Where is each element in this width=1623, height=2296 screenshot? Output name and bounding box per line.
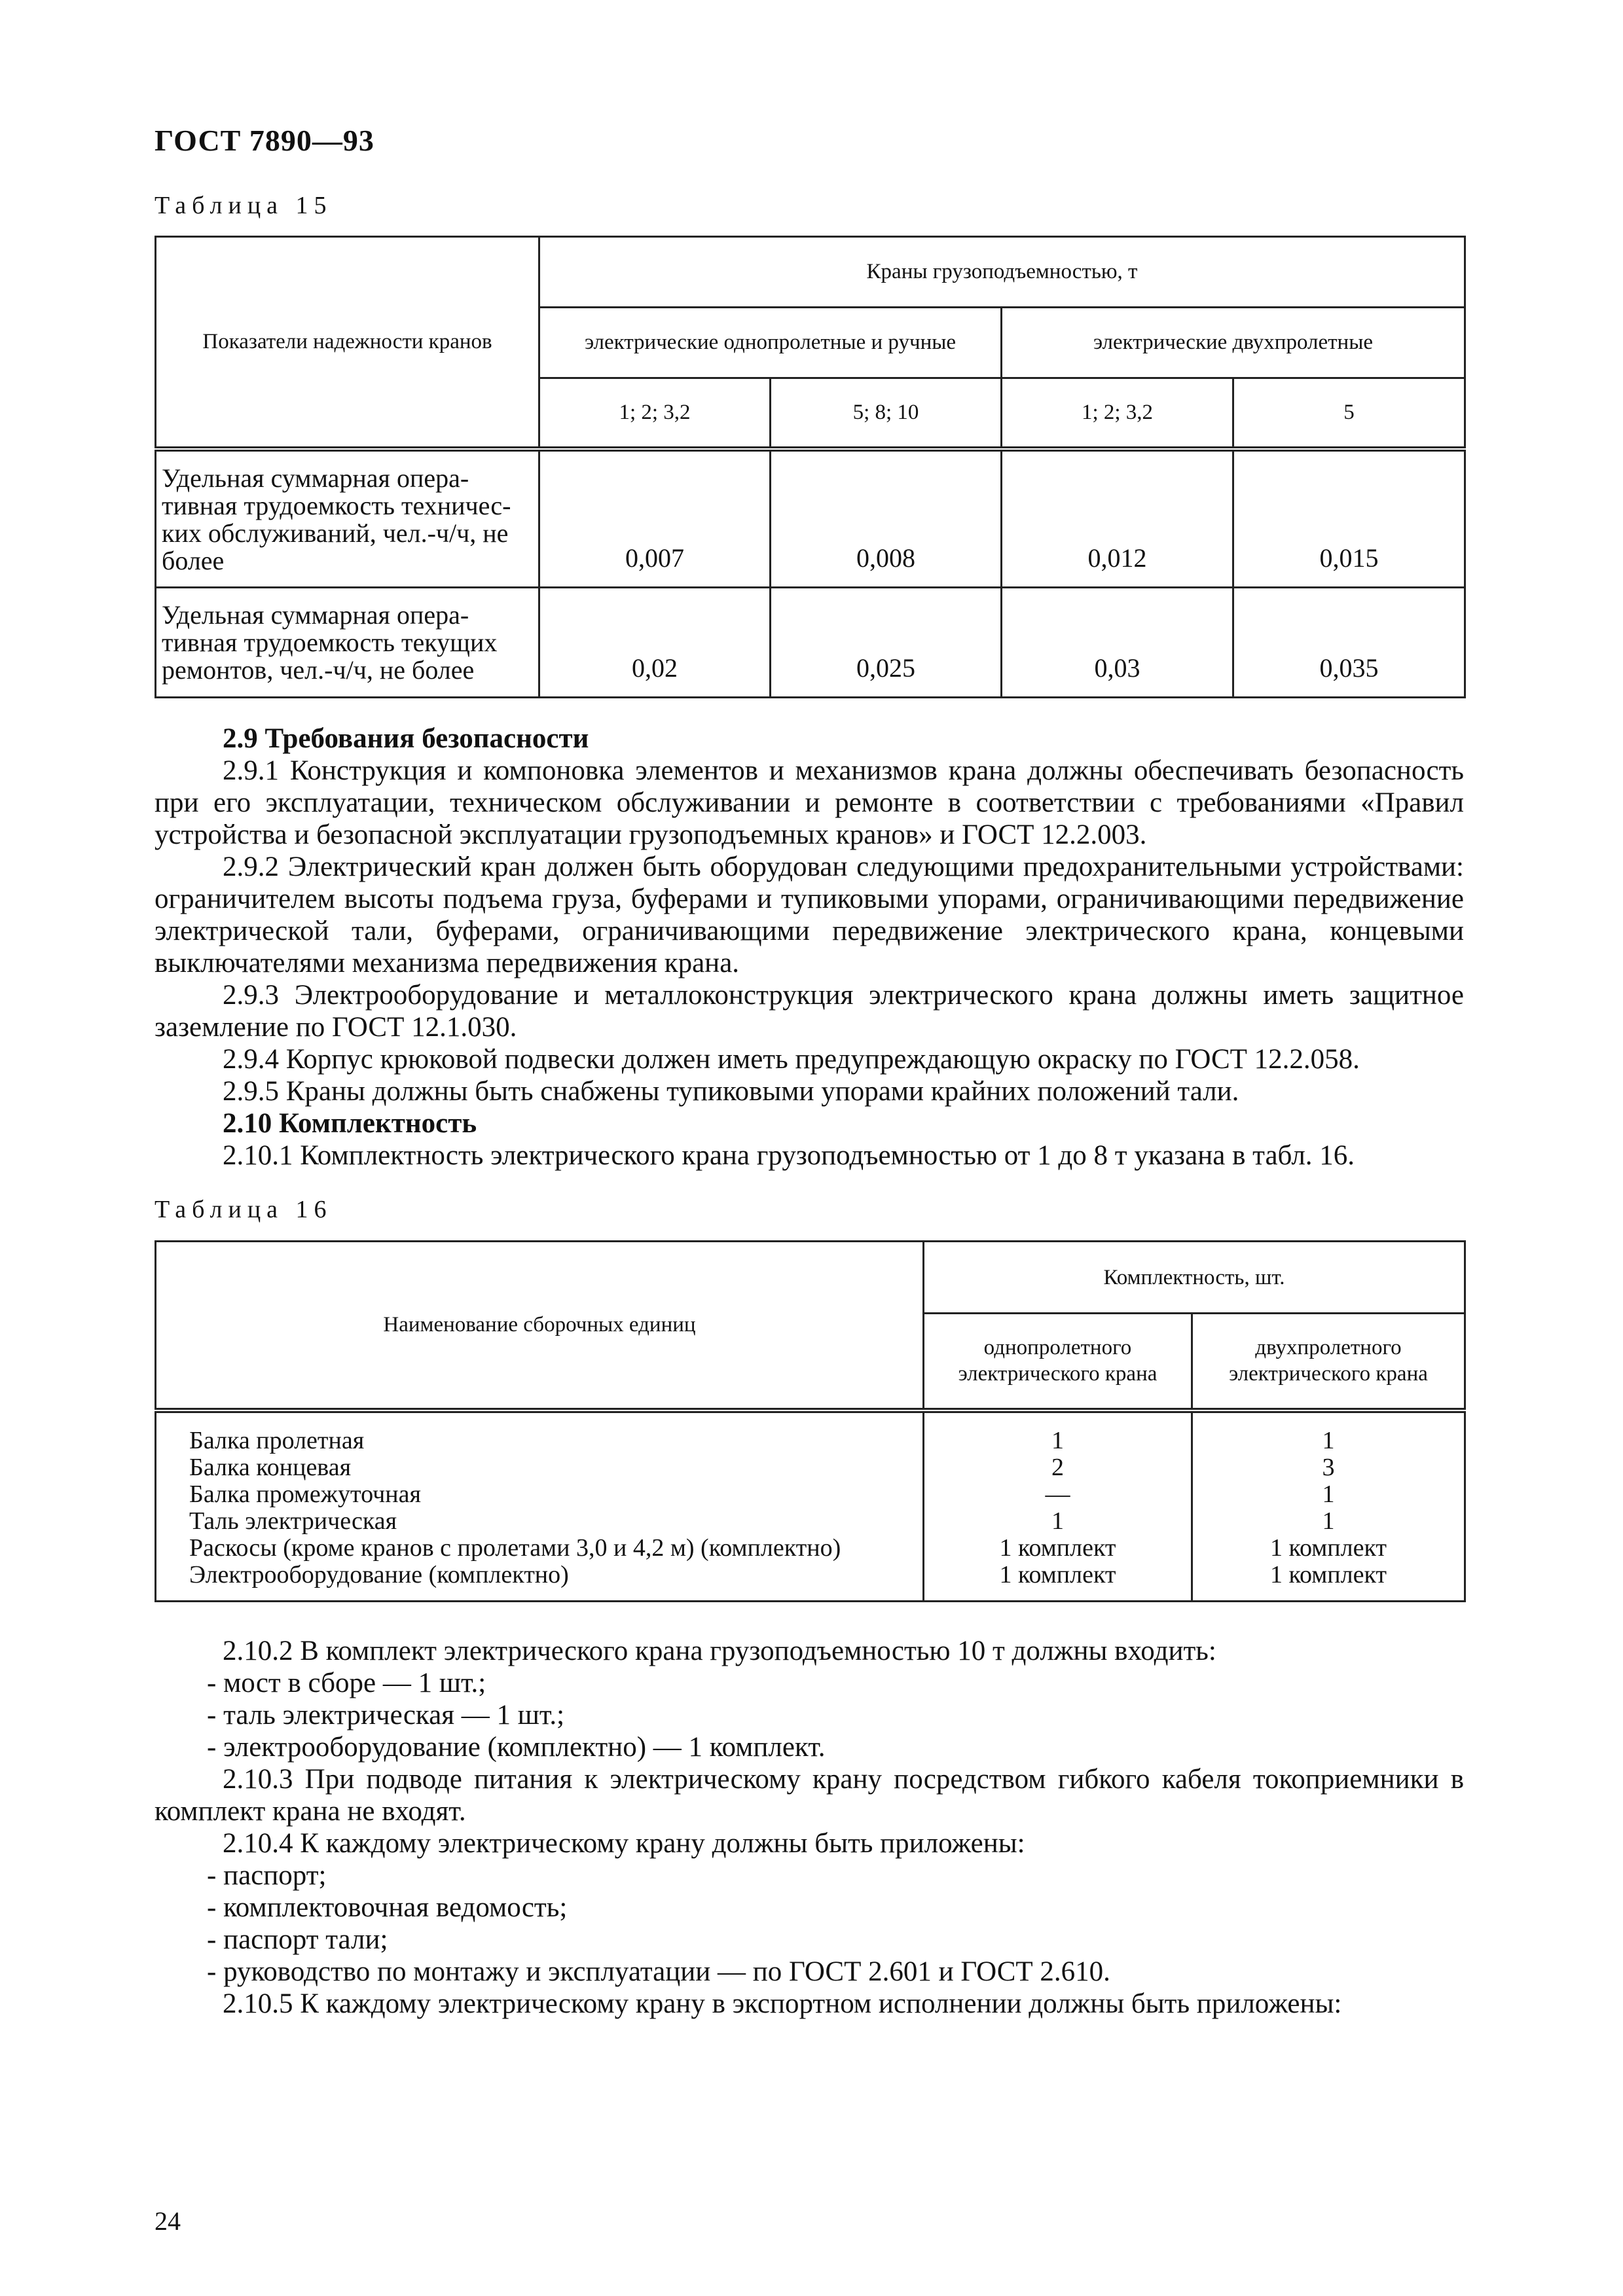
list-item: - комплектовочная ведомость; [207, 1892, 568, 1923]
table-15-caption: Таблица 15 [155, 192, 333, 219]
paragraph: 2.9.4 Корпус крюковой подвески должен иметь предупреждающую окраску по ГОСТ 12.2.058. [223, 1044, 1360, 1075]
table-row [156, 1410, 1465, 1602]
table-15-subheader: электрические однопролетные и ручные [539, 308, 1002, 378]
paragraph: 2.9.3 Электрооборудование и металлоконструкция электрического крана должны иметь защитное заземление по ГОСТ 12.1.030. [155, 980, 1464, 1043]
table-15-row-header: Показатели надежности кранов [156, 237, 539, 449]
paragraph: 2.10.4 К каждому электрическому крану должны быть приложены: [223, 1828, 1025, 1859]
table-16-group-header: Комплектность, шт. [924, 1242, 1465, 1314]
table-16-single-span-values: 1 2 — 1 1 комплект 1 комплект [924, 1410, 1192, 1602]
list-item: - таль электрическая — 1 шт.; [207, 1700, 565, 1731]
table-cell: 0,02 [539, 588, 771, 698]
table-cell: 0,015 [1233, 449, 1465, 588]
table-15-capacity: 1; 2; 3,2 [1002, 378, 1233, 449]
table-16 [155, 1240, 1466, 1602]
table-cell: 0,008 [771, 449, 1002, 588]
table-cell: 0,007 [539, 449, 771, 588]
table-15-capacity: 5 [1233, 378, 1465, 449]
document-header: ГОСТ 7890—93 [155, 124, 374, 157]
table-15-capacity: 5; 8; 10 [771, 378, 1002, 449]
list-item: - электрооборудование (комплектно) — 1 комплект. [207, 1732, 826, 1763]
table-16-col-header: Наименование сборочных единиц [156, 1242, 924, 1410]
table-15-group-header: Краны грузоподъемностью, т [539, 237, 1465, 308]
table-15-subheader: электрические двухпролетные [1002, 308, 1465, 378]
paragraph: 2.10.2 В комплект электрического крана грузоподъемностью 10 т должны входить: [223, 1636, 1216, 1666]
list-item: - паспорт; [207, 1860, 327, 1891]
list-item: - мост в сборе — 1 шт.; [207, 1668, 486, 1698]
paragraph: 2.9.1 Конструкция и компоновка элементов и механизмов крана должны обеспечивать безопасность при его эксплуатации, техническом обслуживании и ремонте в соответствии с требованиями «Правил устройства и безопасной эксплуатации грузоподъемных кранов» и ГОСТ 12.2.003. [155, 755, 1464, 850]
table-15-capacity: 1; 2; 3,2 [539, 378, 771, 449]
section-heading: 2.10 Комплектность [223, 1108, 477, 1139]
page-number: 24 [155, 2206, 181, 2236]
table-cell: 0,035 [1233, 588, 1465, 698]
section-heading: 2.9 Требования безопасности [223, 723, 589, 754]
table-16-names: Балка пролетная Балка концевая Балка промежуточная Таль электрическая Раскосы (кроме кранов с пролетами 3,0 и 4,2 м) (комплектно) Электрооборудование (комплектно) [156, 1410, 924, 1602]
table-16-double-span-values: 1 3 1 1 1 комплект 1 комплект [1192, 1410, 1465, 1602]
table-15-row-label: Удельная суммарная опера- тивная трудоемкость текущих ремонтов, чел.-ч/ч, не более [156, 588, 539, 698]
paragraph: 2.9.5 Краны должны быть снабжены тупиковыми упорами крайних положений тали. [223, 1076, 1239, 1107]
table-16-subheader: однопролетного электрического крана [924, 1314, 1192, 1410]
table-15 [155, 236, 1466, 698]
section-2-10-continued [155, 1635, 1464, 2020]
table-15-row-label: Удельная суммарная опера- тивная трудоемкость техничес- ких обслуживаний, чел.-ч/ч, не более [156, 449, 539, 588]
section-2-9 [155, 723, 1464, 1172]
table-row [156, 449, 1465, 588]
table-16-caption: Таблица 16 [155, 1196, 333, 1223]
list-item: - паспорт тали; [207, 1924, 388, 1955]
paragraph: 2.10.3 При подводе питания к электрическому крану посредством гибкого кабеля токоприемники в комплект крана не входят. [155, 1764, 1464, 1827]
table-cell: 0,03 [1002, 588, 1233, 698]
paragraph: 2.10.5 К каждому электрическому крану в экспортном исполнении должны быть приложены: [223, 1988, 1342, 2019]
list-item: - руководство по монтажу и эксплуатации — по ГОСТ 2.601 и ГОСТ 2.610. [207, 1956, 1110, 1987]
table-16-subheader: двухпролетного электрического крана [1192, 1314, 1465, 1410]
table-cell: 0,012 [1002, 449, 1233, 588]
table-row [156, 588, 1465, 698]
paragraph: 2.10.1 Комплектность электрического крана грузоподъемностью от 1 до 8 т указана в табл. 16. [223, 1140, 1355, 1171]
paragraph: 2.9.2 Электрический кран должен быть оборудован следующими предохранительными устройствами: ограничителем высоты подъема груза, буферами и тупиковыми упорами, ограничивающими передвижение электрической тали, буферами, ограничивающими передвижение электрического крана, концевыми выключателями механизма передвижения крана. [155, 852, 1464, 978]
table-cell: 0,025 [771, 588, 1002, 698]
